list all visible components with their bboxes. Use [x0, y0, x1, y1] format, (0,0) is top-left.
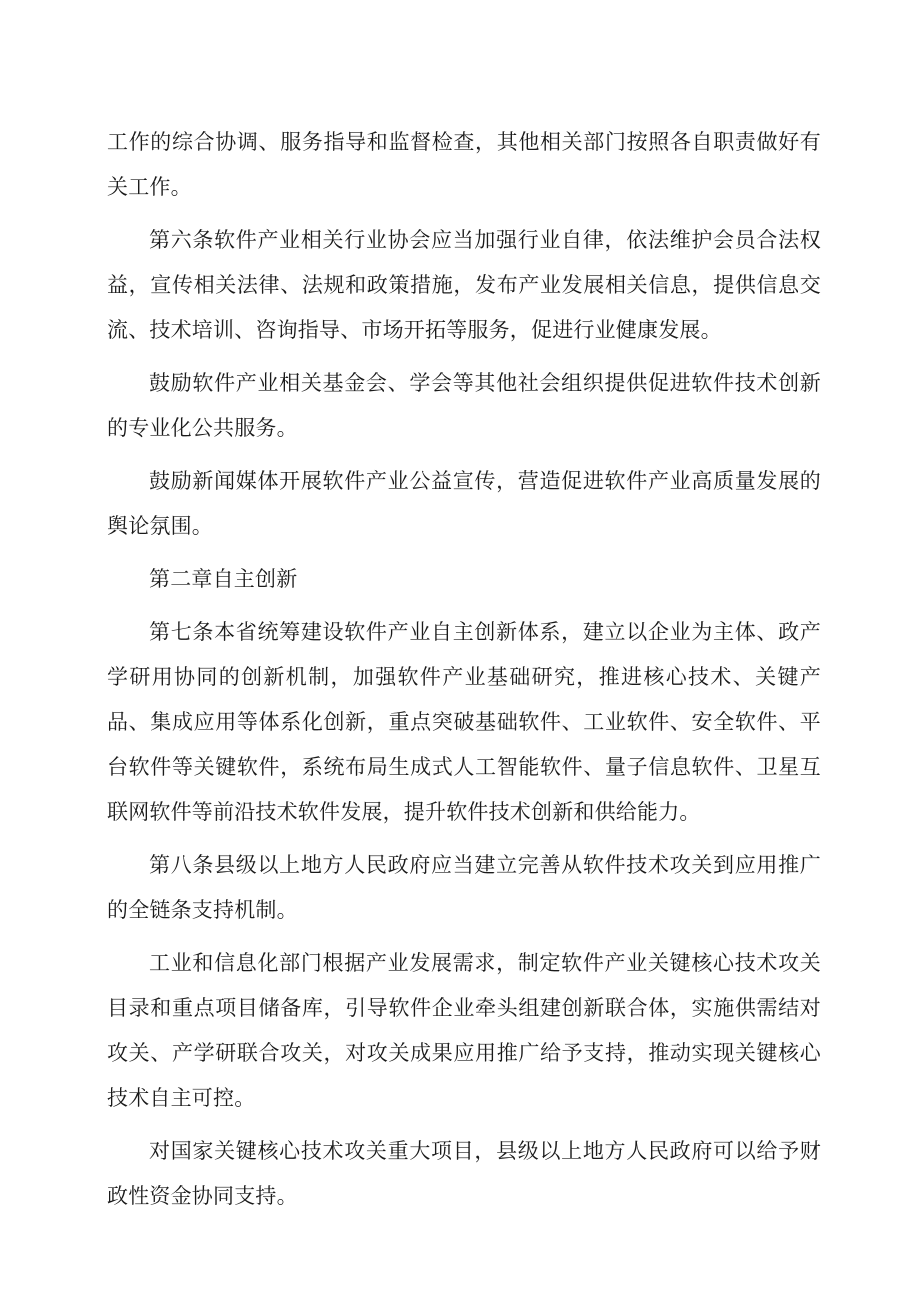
paragraph-encourage-foundations: 鼓励软件产业相关基金会、学会等其他社会组织提供促进软件技术创新的专业化公共服务。 — [107, 371, 821, 440]
paragraph-continuation: 工作的综合协调、服务指导和监督检查，其他相关部门按照各自职责做好有关工作。 — [107, 130, 821, 199]
paragraph-national-projects: 对国家关键核心技术攻关重大项目，县级以上地方人民政府可以给予财政性资金协同支持。 — [107, 1139, 821, 1208]
chapter-heading: 第二章自主创新 — [149, 567, 298, 591]
document-body — [107, 120, 821, 1227]
paragraph-industry-departments: 工业和信息化部门根据产业发展需求，制定软件产业关键核心技术攻关目录和重点项目储备库，引导软件企业牵头组建创新联合体，实施供需结对攻关、产学研联合攻关，对攻关成果应用推广给予支持，推动实现关键核心技术自主可控。 — [107, 951, 821, 1110]
paragraph-article-7: 第七条本省统筹建设软件产业自主创新体系，建立以企业为主体、政产学研用协同的创新机制，加强软件产业基础研究，推进核心技术、关键产品、集成应用等体系化创新，重点突破基础软件、工业软件、安全软件、平台软件等关键软件，系统布局生成式人工智能软件、量子信息软件、卫星互联网软件等前沿技术软件发展，提升软件技术创新和供给能力。 — [107, 620, 821, 824]
paragraph-article-8: 第八条县级以上地方人民政府应当建立完善从软件技术攻关到应用推广的全链条支持机制。 — [107, 853, 821, 922]
paragraph-article-6: 第六条软件产业相关行业协会应当加强行业自律，依法维护会员合法权益，宣传相关法律、法规和政策措施，发布产业发展相关信息，提供信息交流、技术培训、咨询指导、市场开拓等服务，促进行业健康发展。 — [107, 228, 821, 342]
paragraph-encourage-media: 鼓励新闻媒体开展软件产业公益宣传，营造促进软件产业高质量发展的舆论氛围。 — [107, 469, 821, 538]
